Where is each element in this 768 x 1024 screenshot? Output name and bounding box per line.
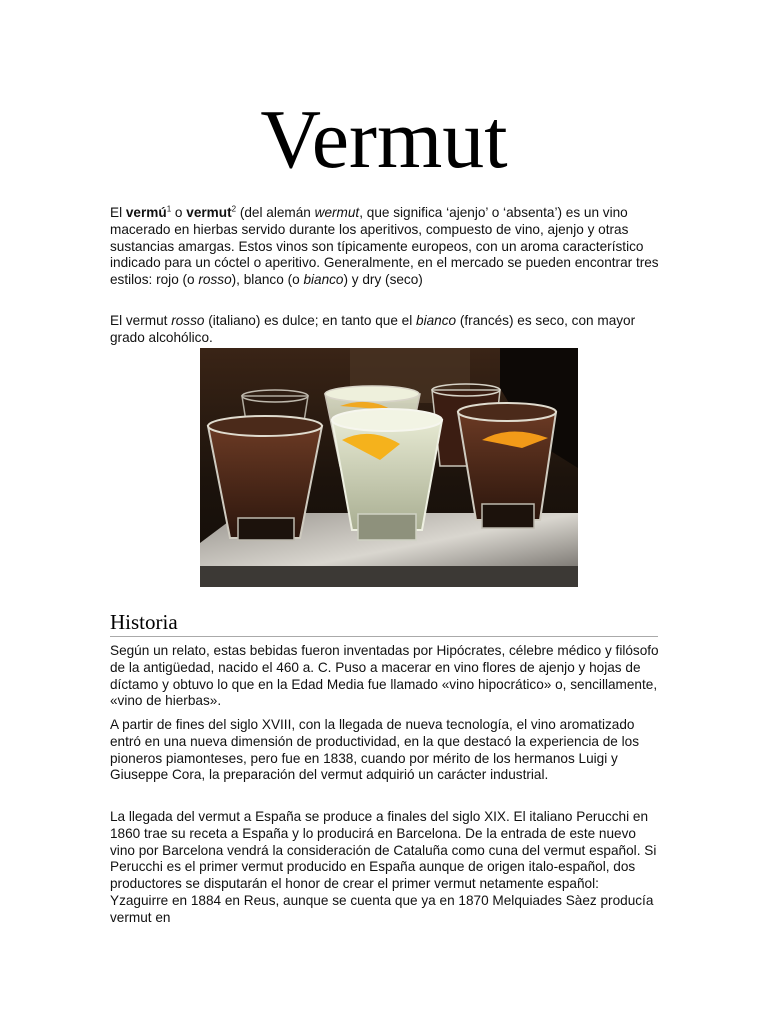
history-paragraph: A partir de fines del siglo XVIII, con la llegada de nueva tecnología, el vino aromatizado entró en una nueva dimensión de productividad, en la que destacó la experiencia de los pioneros piamonteses, pero fue en 1838, cuando por mérito de los hermanos Luigi y Giuseppe Cora, la preparación del vermut adquirió un carácter industrial. <box>110 717 640 783</box>
text-run: , que significa ‘ajenjo’ o ‘absenta’) es un vino macerado en hierbas servido durante los aperitivos, compuesto de vino, ajenjo y otras sustancias amargas. Estos vinos son típicamente europeos, con un aroma característico indicado para un cóctel o aperitivo. Generalmente, en el mercado se pueden encontrar tres estilos: rojo (o <box>110 205 659 288</box>
footnote-ref-2[interactable]: 2 <box>231 204 237 214</box>
intro-paragraph-2 <box>110 313 660 347</box>
term-bianco: bianco <box>303 272 344 288</box>
term-rosso: rosso <box>198 272 232 288</box>
text-run: ) y dry (seco) <box>343 272 423 288</box>
text-run: (del alemán <box>236 205 315 220</box>
vermouth-glasses-photo <box>200 348 578 587</box>
intro-paragraph <box>110 205 660 289</box>
history-paragraph: La llegada del vermut a España se produce a finales del siglo XIX. El italiano Perucchi en 1860 trae su receta a España y lo producirá en Barcelona. De la entrada de este nuevo vino por Barcelona vendrá la consideración de Cataluña como cuna del vermut español. Si Perucchi es el primer vermut producido en España aunque de origen italo-español, dos productores se disputarán el honor de crear el primer vermut netamente español: Yzaguirre en 1884 en Reus, aunque se cuenta que ya en 1870 Melquiades Sàez producía vermut en <box>110 809 657 925</box>
term-rosso: rosso <box>171 313 205 328</box>
text-run: (italiano) es dulce; en tanto que el <box>204 313 417 328</box>
text-run: ), blanco (o <box>231 272 304 288</box>
text-run: El <box>110 205 126 220</box>
text-run: o <box>171 205 187 220</box>
term-bianco: bianco <box>416 313 457 328</box>
history-paragraph: Según un relato, estas bebidas fueron inventadas por Hipócrates, célebre médico y filósofo de la antigüedad, nacido el 460 a. C. Puso a macerar en vino flores de ajenjo y hojas de díctamo y obtuvo lo que en la Edad Media fue llamado «vino hipocrático» o, sencillamente, «vino de hierbas». <box>110 643 659 709</box>
text-run: El vermut <box>110 313 172 328</box>
text-run: (francés) es seco, con mayor grado alcohólico. <box>110 313 636 345</box>
term-vermut: vermut <box>186 205 232 220</box>
footnote-ref-1[interactable]: 1 <box>166 204 172 214</box>
term-vermu: vermú <box>125 205 167 220</box>
page-title: Vermut <box>260 93 508 186</box>
term-wermut: wermut <box>314 205 360 220</box>
section-heading-historia: Historia <box>110 609 658 637</box>
photo-tray-edge <box>200 566 578 587</box>
